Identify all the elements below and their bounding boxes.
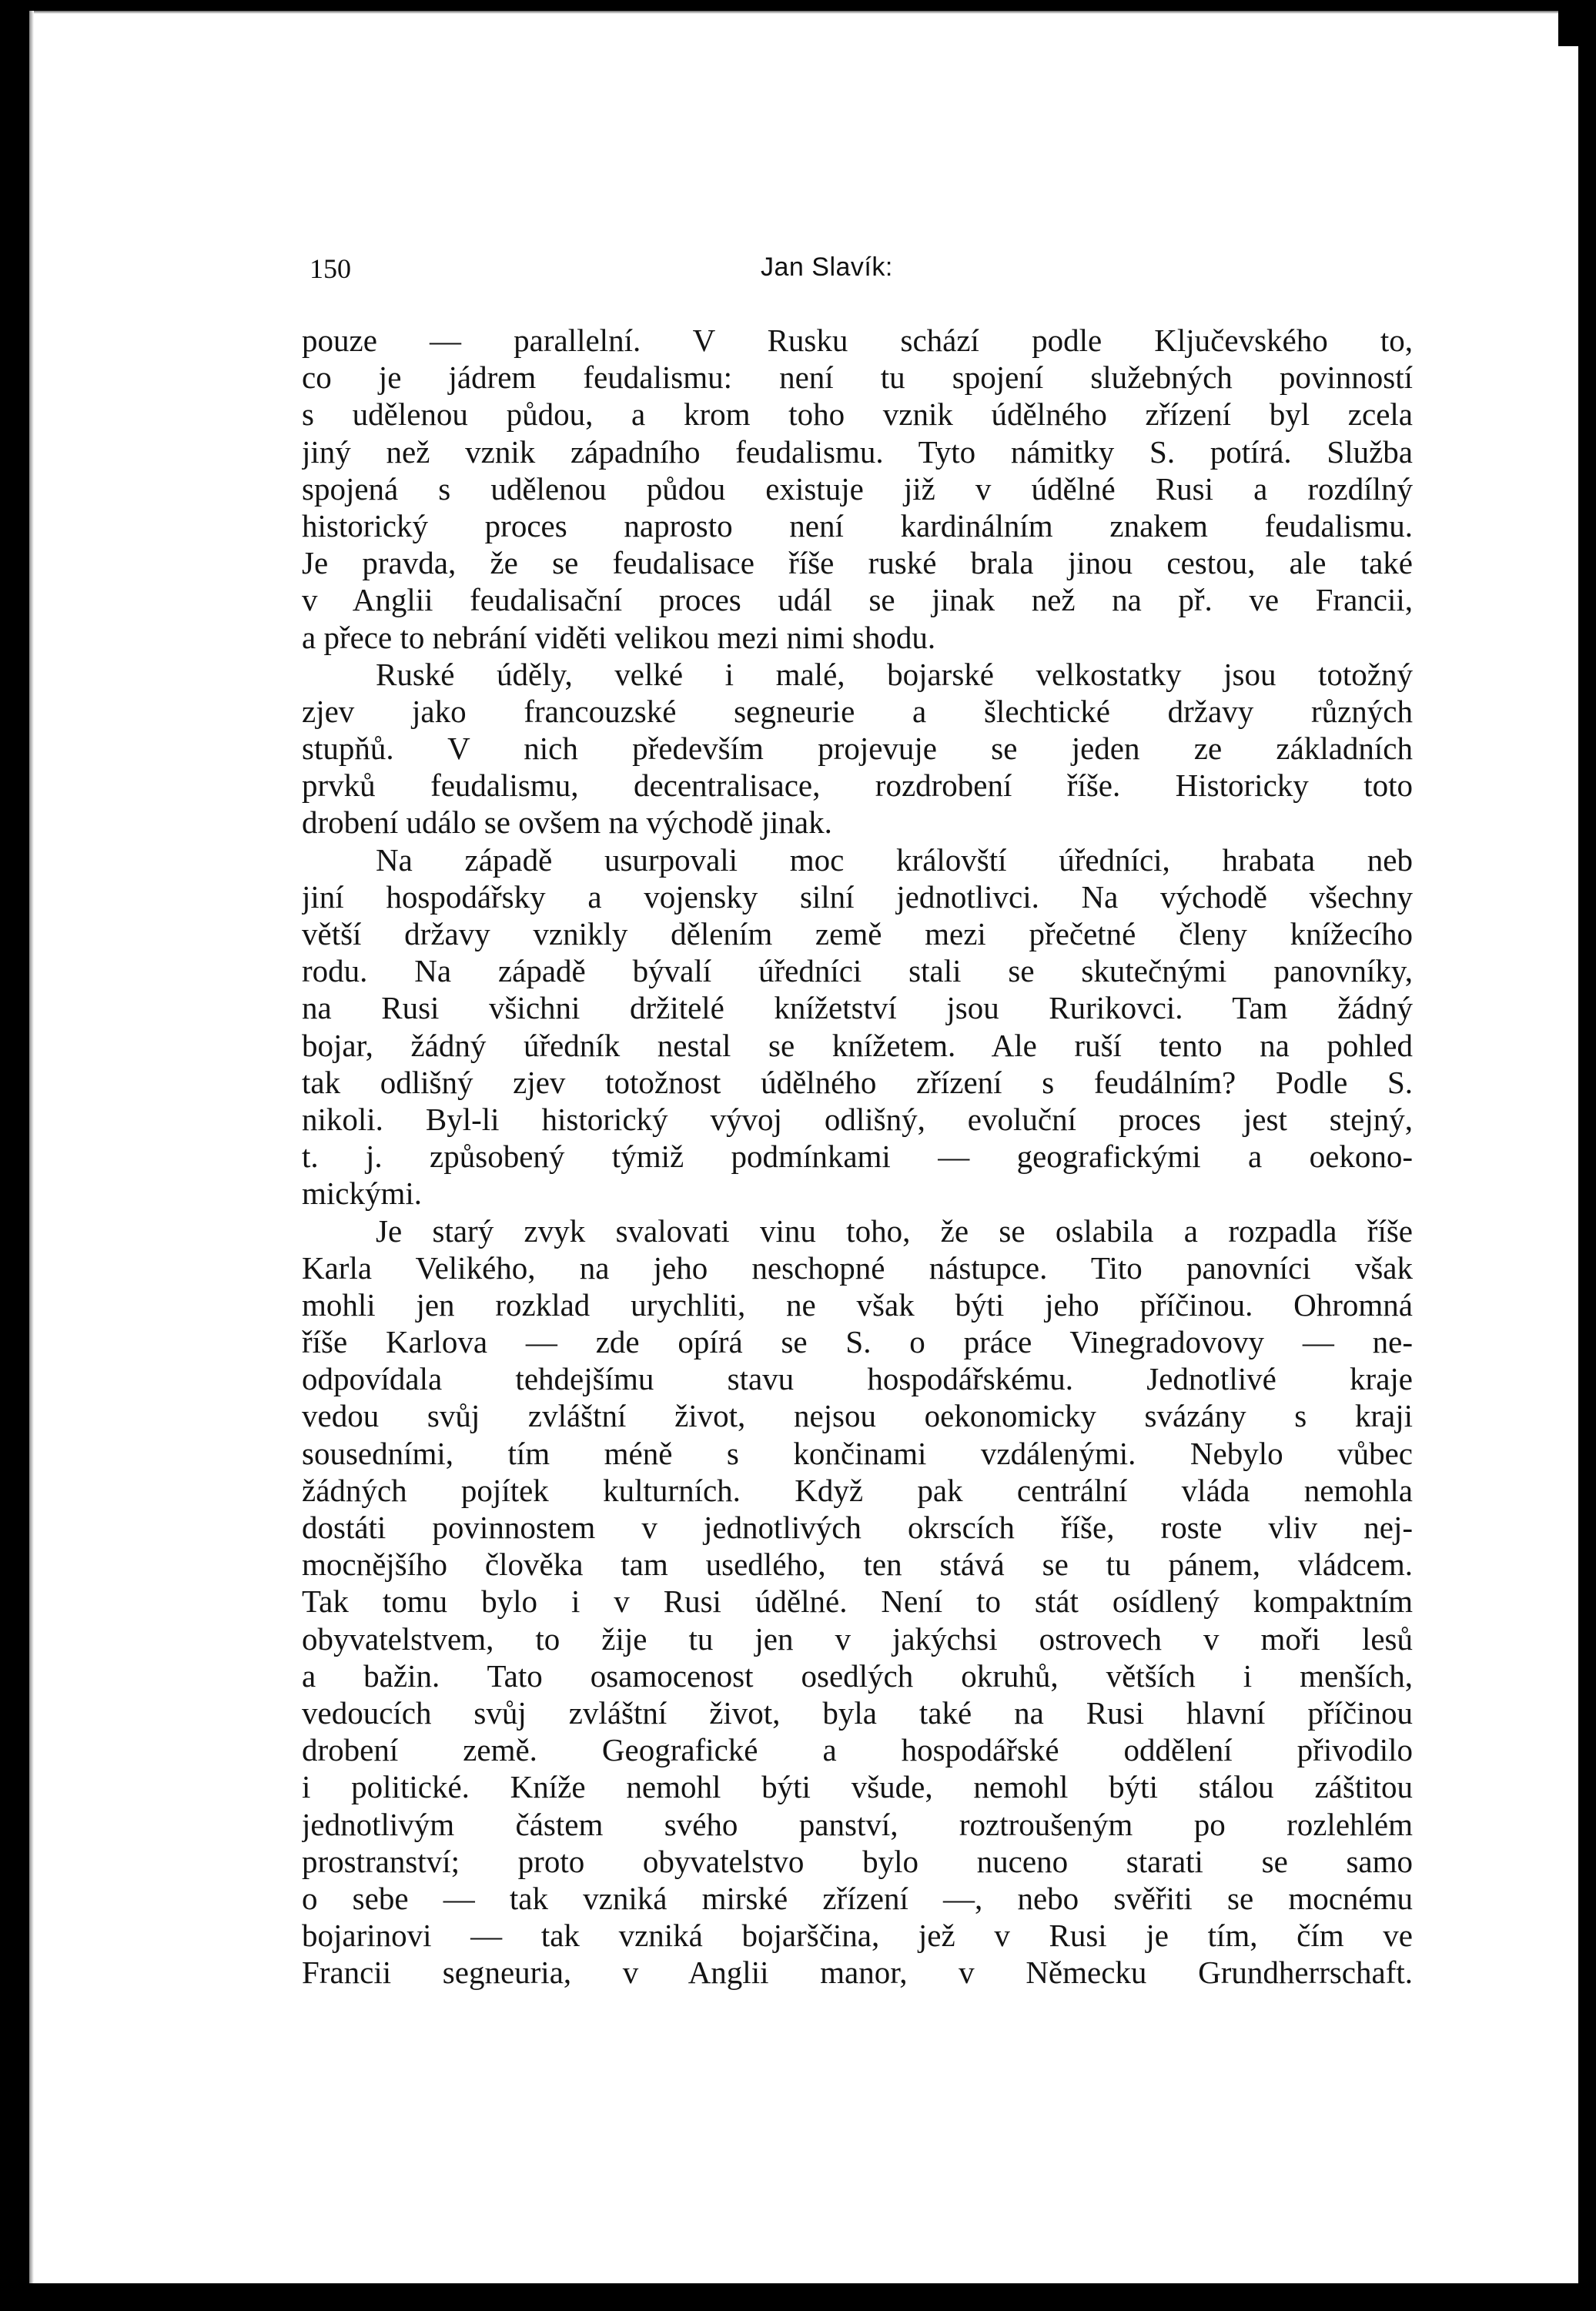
text-line: říše Karlova — zde opírá se S. o práce Vinegradovovy — ne-: [302, 1324, 1413, 1360]
text-line: bojar, žádný úředník nestal se knížetem. Ale ruší tento na pohled: [302, 1027, 1413, 1063]
text-line: i politické. Kníže nemohl býti všude, nemohl býti stálou záštitou: [302, 1769, 1413, 1805]
text-line: vedou svůj zvláštní život, nejsou oekonomicky svázány s kraji: [302, 1398, 1413, 1434]
text-line: odpovídala tehdejšímu stavu hospodářskému. Jednotlivé kraje: [302, 1361, 1413, 1397]
text-line: spojená s udělenou půdou existuje již v údělné Rusi a rozdílný: [302, 470, 1413, 507]
text-line: Ruské úděly, velké i malé, bojarské velkostatky jsou totožný: [376, 656, 1413, 692]
text-line: jiný než vznik západního feudalismu. Tyto námitky S. potírá. Služba: [302, 433, 1413, 470]
text-line: mocnějšího člověka tam usedlého, ten stává se tu pánem, vládcem.: [302, 1547, 1413, 1583]
text-line: a bažin. Tato osamocenost osedlých okruhů, větších i menších,: [302, 1657, 1413, 1694]
text-line: o sebe — tak vzniká mirské zřízení —, nebo svěřiti se mocnému: [302, 1880, 1413, 1916]
running-title: Jan Slavík:: [761, 253, 893, 282]
text-line: t. j. způsobený týmiž podmínkami — geografickými a oekono-: [302, 1139, 1413, 1175]
scan-corner-mark: [1558, 11, 1578, 46]
text-line: mickými.: [302, 1176, 423, 1212]
scan-edge-top: [29, 11, 1578, 14]
text-line: drobení země. Geografické a hospodářské oddělení přivodilo: [302, 1732, 1413, 1768]
body-text: [302, 322, 1413, 1991]
text-line: Je starý zvyk svalovati vinu toho, že se oslabila a rozpadla říše: [376, 1212, 1413, 1249]
text-line: mohli jen rozklad urychliti, ne však býti jeho příčinou. Ohromná: [302, 1286, 1413, 1323]
page-number: 150: [309, 253, 351, 284]
text-line: stupňů. V nich především projevuje se jeden ze základních: [302, 731, 1413, 767]
text-line: obyvatelstvem, to žije tu jen v jakýchsi ostrovech v moři lesů: [302, 1620, 1413, 1657]
text-line: jednotlivým částem svého panství, roztroušeným po rozlehlém: [302, 1806, 1413, 1842]
text-line: drobení událo se ovšem na východě jinak.: [302, 804, 832, 841]
text-line: dostáti povinnostem v jednotlivých okrscích říše, roste vliv nej-: [302, 1510, 1413, 1545]
text-line: rodu. Na západě bývalí úředníci stali se skutečnými panovníky,: [302, 953, 1413, 989]
text-line: tak odlišný zjev totožnost údělného zřízení s feudálním? Podle S.: [302, 1064, 1413, 1100]
text-line: zjev jako francouzské segneurie a šlechtické državy různých: [302, 693, 1413, 729]
text-line: s udělenou půdou, a krom toho vznik údělného zřízení byl zcela: [302, 396, 1413, 433]
text-line: a přece to nebrání viděti velikou mezi nimi shodu.: [302, 619, 936, 655]
page-header: [300, 253, 1409, 291]
scan-edge-left: [29, 11, 34, 2283]
text-line: bojarinovi — tak vzniká bojarščina, jež v Rusi je tím, čím ve: [302, 1918, 1413, 1954]
text-line: Francii segneuria, v Anglii manor, v Německu Grundherrschaft.: [302, 1955, 1413, 1991]
text-line: Na západě usurpovali moc královští úředníci, hrabata neb: [376, 841, 1413, 878]
text-line: nikoli. Byl-li historický vývoj odlišný, evoluční proces jest stejný,: [302, 1101, 1413, 1137]
text-line: historický proces naprosto není kardinálním znakem feudalismu.: [302, 507, 1413, 543]
text-line: co je jádrem feudalismu: není tu spojení služebných povinností: [302, 360, 1413, 396]
text-line: pouze — parallelní. V Rusku schází podle Ključevského to,: [302, 323, 1413, 358]
text-line: na Rusi všichni držitelé knížetství jsou Rurikovci. Tam žádný: [302, 990, 1413, 1026]
text-line: Karla Velikého, na jeho neschopné nástupce. Tito panovníci však: [302, 1249, 1413, 1286]
text-line: sousedními, tím méně s končinami vzdálenými. Nebylo vůbec: [302, 1435, 1413, 1471]
text-line: vedoucích svůj zvláštní život, byla také na Rusi hlavní příčinou: [302, 1694, 1413, 1731]
text-line: větší državy vznikly dělením země mezi přečetné členy knížecího: [302, 916, 1413, 951]
text-line: prvků feudalismu, decentralisace, rozdrobení říše. Historicky toto: [302, 768, 1413, 804]
text-line: Je pravda, že se feudalisace říše ruské brala jinou cestou, ale také: [302, 545, 1413, 581]
text-line: prostranství; proto obyvatelstvo bylo nuceno starati se samo: [302, 1843, 1413, 1879]
text-line: v Anglii feudalisační proces udál se jinak než na př. ve Francii,: [302, 582, 1413, 618]
text-line: žádných pojítek kulturních. Když pak centrální vláda nemohla: [302, 1472, 1413, 1508]
text-line: jiní hospodářsky a vojensky silní jednotlivci. Na východě všechny: [302, 878, 1413, 915]
text-line: Tak tomu bylo i v Rusi údělné. Není to stát osídlený kompaktním: [302, 1584, 1413, 1620]
